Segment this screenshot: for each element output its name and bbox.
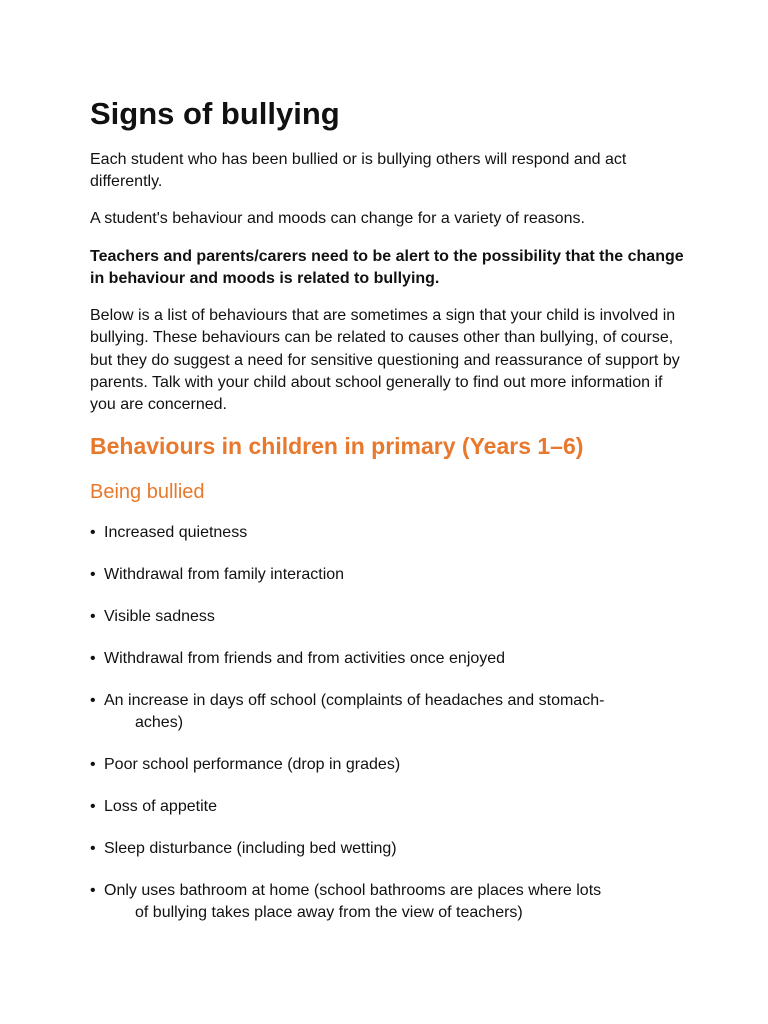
- page-title: Signs of bullying: [90, 96, 340, 131]
- variety-paragraph: A student's behaviour and moods can change for a variety of reasons.: [90, 210, 585, 227]
- bullet-icon: •: [90, 756, 96, 773]
- list-item-text-continued: of bullying takes place away from the view of teachers): [135, 904, 523, 922]
- list-item: [90, 690, 690, 735]
- bullet-icon: •: [90, 608, 96, 625]
- list-item: [90, 796, 690, 818]
- bullet-icon: •: [90, 798, 96, 815]
- list-item: [90, 606, 690, 628]
- bullet-icon: •: [90, 650, 96, 667]
- alert-paragraph: Teachers and parents/carers need to be alert to the possibility that the change in behaviour and moods is related to bullying.: [90, 248, 684, 288]
- bullet-icon: •: [90, 692, 96, 709]
- behaviour-list-intro-paragraph: Below is a list of behaviours that are sometimes a sign that your child is involved in bullying. These behaviours can be related to causes other than bullying, of course, but they do suggest a need for sensitive questioning and reassurance of support by parents. Talk with your child about school generally to find out more information if you are concerned.: [90, 307, 680, 414]
- list-item-text: Only uses bathroom at home (school bathrooms are places where lots: [104, 882, 602, 899]
- list-item: [90, 648, 690, 670]
- list-item-text: An increase in days off school (complaints of headaches and stomach-: [104, 692, 605, 709]
- list-item: [90, 838, 690, 860]
- list-item-text: Increased quietness: [104, 524, 248, 541]
- list-item-text: Loss of appetite: [104, 798, 217, 815]
- list-item-text: Withdrawal from family interaction: [104, 566, 345, 583]
- list-item: [90, 522, 690, 544]
- list-item: [90, 754, 690, 776]
- bullet-icon: •: [90, 566, 96, 583]
- bullet-icon: •: [90, 840, 96, 857]
- list-item-text: Withdrawal from friends and from activities once enjoyed: [104, 650, 506, 667]
- intro-paragraph: Each student who has been bullied or is bullying others will respond and act differently.: [90, 151, 627, 191]
- bullet-icon: •: [90, 882, 96, 899]
- list-item-text: Visible sadness: [104, 608, 215, 625]
- bullet-icon: •: [90, 524, 96, 541]
- subsection-heading: Being bullied: [90, 481, 205, 503]
- list-item: [90, 564, 690, 586]
- section-heading: Behaviours in children in primary (Years 1–6): [90, 433, 584, 459]
- list-item-text: Poor school performance (drop in grades): [104, 756, 401, 773]
- list-item: [90, 880, 690, 925]
- list-item-text-continued: aches): [135, 714, 184, 732]
- list-item-text: Sleep disturbance (including bed wetting): [104, 840, 397, 857]
